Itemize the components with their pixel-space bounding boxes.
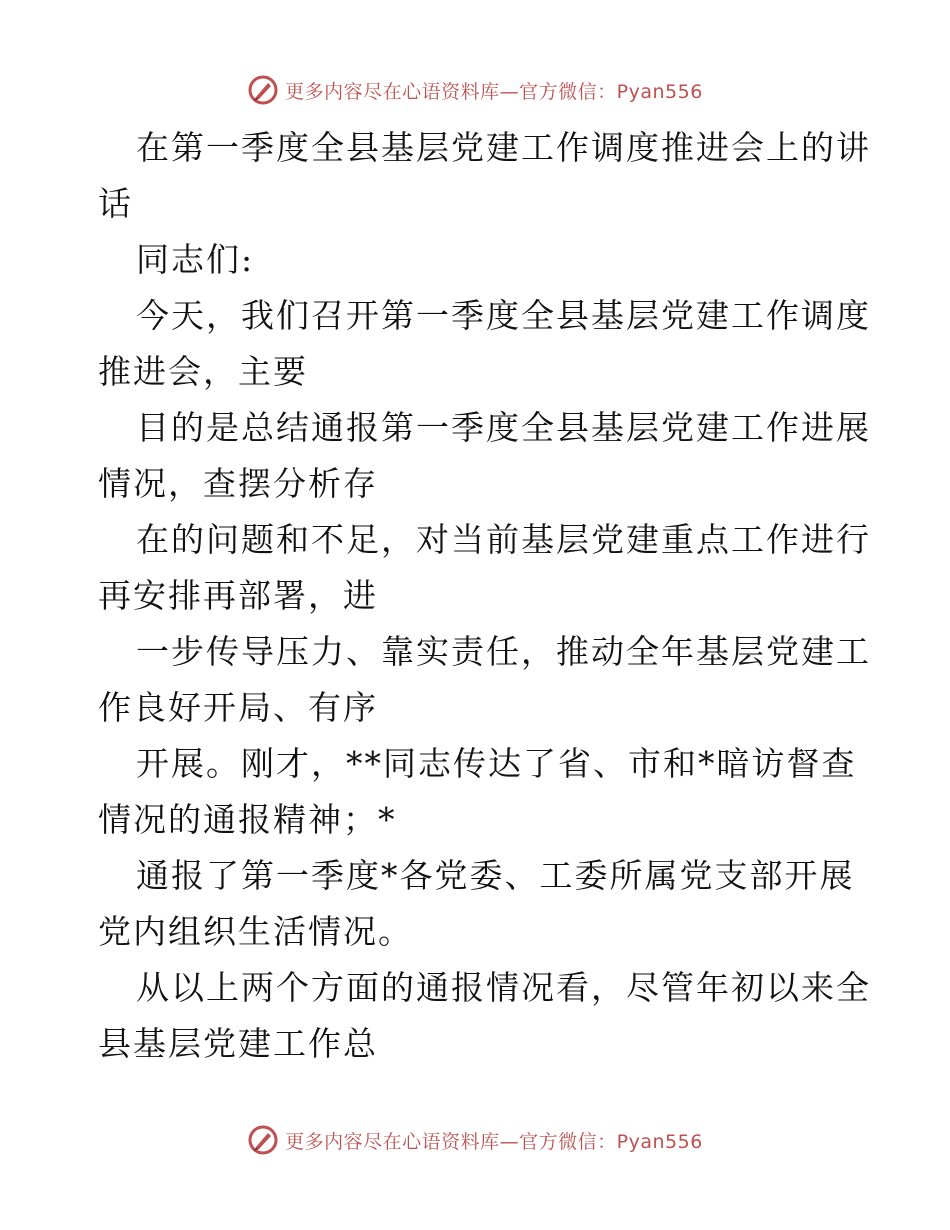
banner-text: 更多内容尽在心语资料库—官方微信：Pyan556 [285,80,703,103]
text-line: 从以上两个方面的通报情况看，尽管年初以来全 [136,968,871,1007]
text-line: 再安排再部署，进 [98,576,378,615]
text-line: 县基层党建工作总 [98,1024,378,1063]
text-line: 情况，查摆分析存 [98,464,378,503]
footer-banner [0,1120,950,1160]
text-line: 在的问题和不足，对当前基层党建重点工作进行 [136,520,871,559]
text-line: 今天，我们召开第一季度全县基层党建工作调度 [136,296,871,335]
text-line: 话 [98,184,133,223]
text-line: 通报了第一季度*各党委、工委所属党支部开展 [136,856,855,895]
pen-logo-icon [247,1124,279,1156]
text-line: 作良好开局、有序 [98,688,378,727]
document-body [98,120,871,1072]
text-line: 同志们: [136,240,255,279]
text-line: 推进会，主要 [98,352,308,391]
pen-logo-icon [247,74,279,106]
header-banner [0,70,950,110]
text-line: 情况的通报精神；* [98,800,397,839]
banner-text: 更多内容尽在心语资料库—官方微信：Pyan556 [285,1130,703,1153]
text-line: 开展。刚才，**同志传达了省、市和*暗访督查 [136,744,857,783]
text-line: 一步传导压力、靠实责任，推动全年基层党建工 [136,632,871,671]
text-line: 目的是总结通报第一季度全县基层党建工作进展 [136,408,871,447]
text-line: 党内组织生活情况。 [98,912,413,951]
document-title-line: 在第一季度全县基层党建工作调度推进会上的讲 [136,128,871,167]
